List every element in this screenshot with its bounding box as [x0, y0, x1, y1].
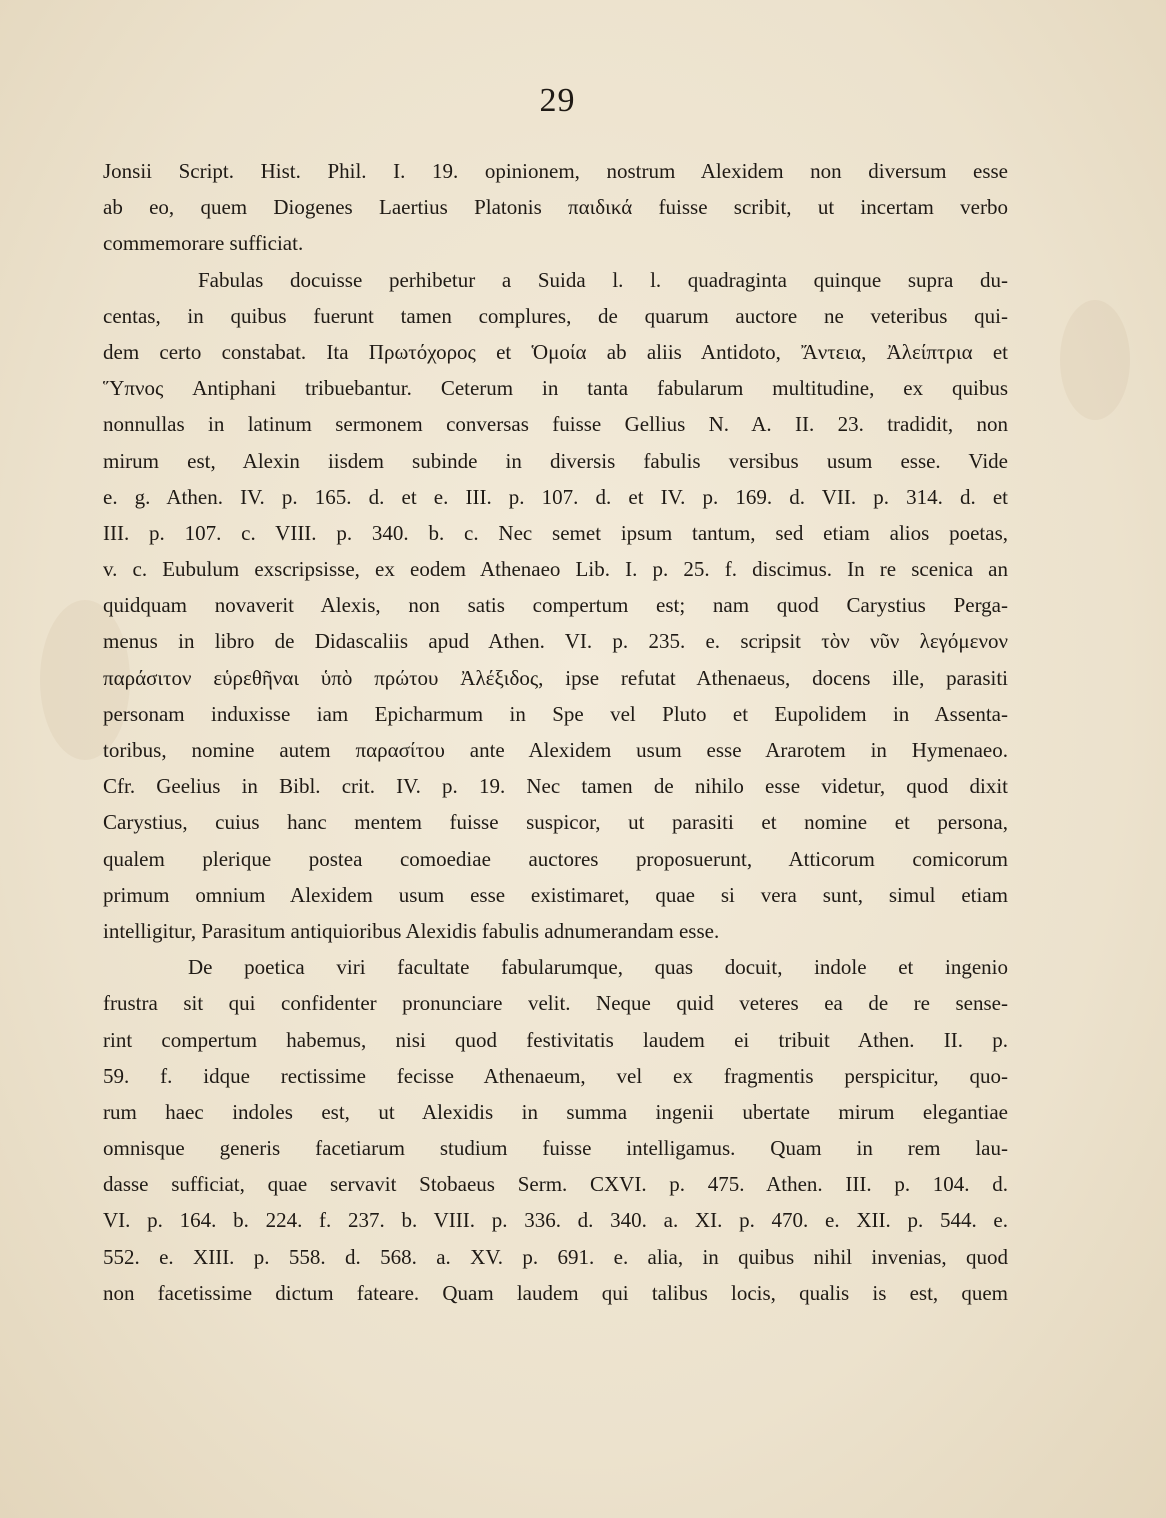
text-line: Carystius, cuius hanc mentem fuisse suspicor, ut parasiti et nomine et persona,	[103, 810, 1008, 835]
text-line: intelligitur, Parasitum antiquioribus Alexidis fabulis adnumerandam esse.	[103, 918, 720, 943]
paper-stain	[1060, 300, 1130, 420]
text-line: omnisque generis facetiarum studium fuisse intelligamus. Quam in rem lau-	[103, 1136, 1008, 1161]
text-line: personam induxisse iam Epicharmum in Spe vel Pluto et Eupolidem in Assenta-	[103, 701, 1008, 726]
text-line: e. g. Athen. IV. p. 165. d. et e. III. p. 107. d. et IV. p. 169. d. VII. p. 314. d. et	[103, 484, 1008, 509]
text-line: toribus, nomine autem παρασίτου ante Alexidem usum esse Ararotem in Hymenaeo.	[103, 738, 1008, 762]
text-line: De poetica viri facultate fabularumque, quas docuit, indole et ingenio	[188, 955, 1008, 980]
text-line: v. c. Eubulum exscripsisse, ex eodem Athenaeo Lib. I. p. 25. f. discimus. In re scenica an	[103, 557, 1008, 582]
text-line: ab eo, quem Diogenes Laertius Platonis παιδικά fuisse scribit, ut incertam verbo	[103, 195, 1008, 220]
text-line: rum haec indoles est, ut Alexidis in summa ingenii ubertate mirum elegantiae	[103, 1099, 1008, 1124]
text-line: 552. e. XIII. p. 558. d. 568. a. XV. p. 691. e. alia, in quibus nihil invenias, quod	[103, 1244, 1008, 1269]
text-line: qualem plerique postea comoediae auctores proposuerunt, Atticorum comicorum	[103, 846, 1008, 871]
text-line: centas, in quibus fuerunt tamen complures, de quarum auctore ne veteribus qui-	[103, 303, 1008, 328]
text-line: menus in libro de Didascaliis apud Athen. VI. p. 235. e. scripsit τὸν νῦν λεγόμενον	[103, 629, 1008, 654]
text-line: Ὕπνος Antiphani tribuebantur. Ceterum in tanta fabularum multitudine, ex quibus	[103, 376, 1008, 401]
text-line: dasse sufficiat, quae servavit Stobaeus Serm. CXVI. p. 475. Athen. III. p. 104. d.	[103, 1172, 1008, 1197]
text-line: non facetissime dictum fateare. Quam laudem qui talibus locis, qualis is est, quem	[103, 1280, 1008, 1305]
text-line: III. p. 107. c. VIII. p. 340. b. c. Nec semet ipsum tantum, sed etiam alios poetas,	[103, 520, 1008, 545]
text-line: 59. f. idque rectissime fecisse Athenaeum, vel ex fragmentis perspicitur, quo-	[103, 1063, 1008, 1088]
text-line: mirum est, Alexin iisdem subinde in diversis fabulis versibus usum esse. Vide	[103, 448, 1008, 473]
text-line: dem certo constabat. Ita Πρωτόχορος et Ὁμοία ab aliis Antidoto, Ἄντεια, Ἀλείπτρια et	[103, 339, 1008, 364]
text-line: primum omnium Alexidem usum esse existimaret, quae si vera sunt, simul etiam	[103, 882, 1008, 907]
text-line: rint compertum habemus, nisi quod festivitatis laudem ei tribuit Athen. II. p.	[103, 1027, 1008, 1052]
text-line: Fabulas docuisse perhibetur a Suida l. l. quadraginta quinque supra du-	[198, 267, 1008, 292]
text-line: VI. p. 164. b. 224. f. 237. b. VIII. p. 336. d. 340. a. XI. p. 470. e. XII. p. 544. e.	[103, 1208, 1008, 1233]
page-number: 29	[539, 82, 576, 119]
text-line: παράσιτον εὑρεθῆναι ὑπὸ πρώτου Ἀλέξιδος, ipse refutat Athenaeus, docens ille, parasiti	[103, 665, 1008, 690]
text-line: quidquam novaverit Alexis, non satis compertum est; nam quod Carystius Perga-	[103, 593, 1008, 618]
text-line: commemorare sufficiat.	[103, 231, 304, 256]
text-line: nonnullas in latinum sermonem conversas fuisse Gellius N. A. II. 23. tradidit, non	[103, 412, 1008, 437]
text-line: frustra sit qui confidenter pronunciare velit. Neque quid veteres ea de re sense-	[103, 991, 1008, 1016]
body-text	[103, 153, 1008, 1311]
text-line: Jonsii Script. Hist. Phil. I. 19. opinionem, nostrum Alexidem non diversum esse	[103, 159, 1008, 183]
text-line: Cfr. Geelius in Bibl. crit. IV. p. 19. Nec tamen de nihilo esse videtur, quod dixit	[103, 774, 1008, 799]
